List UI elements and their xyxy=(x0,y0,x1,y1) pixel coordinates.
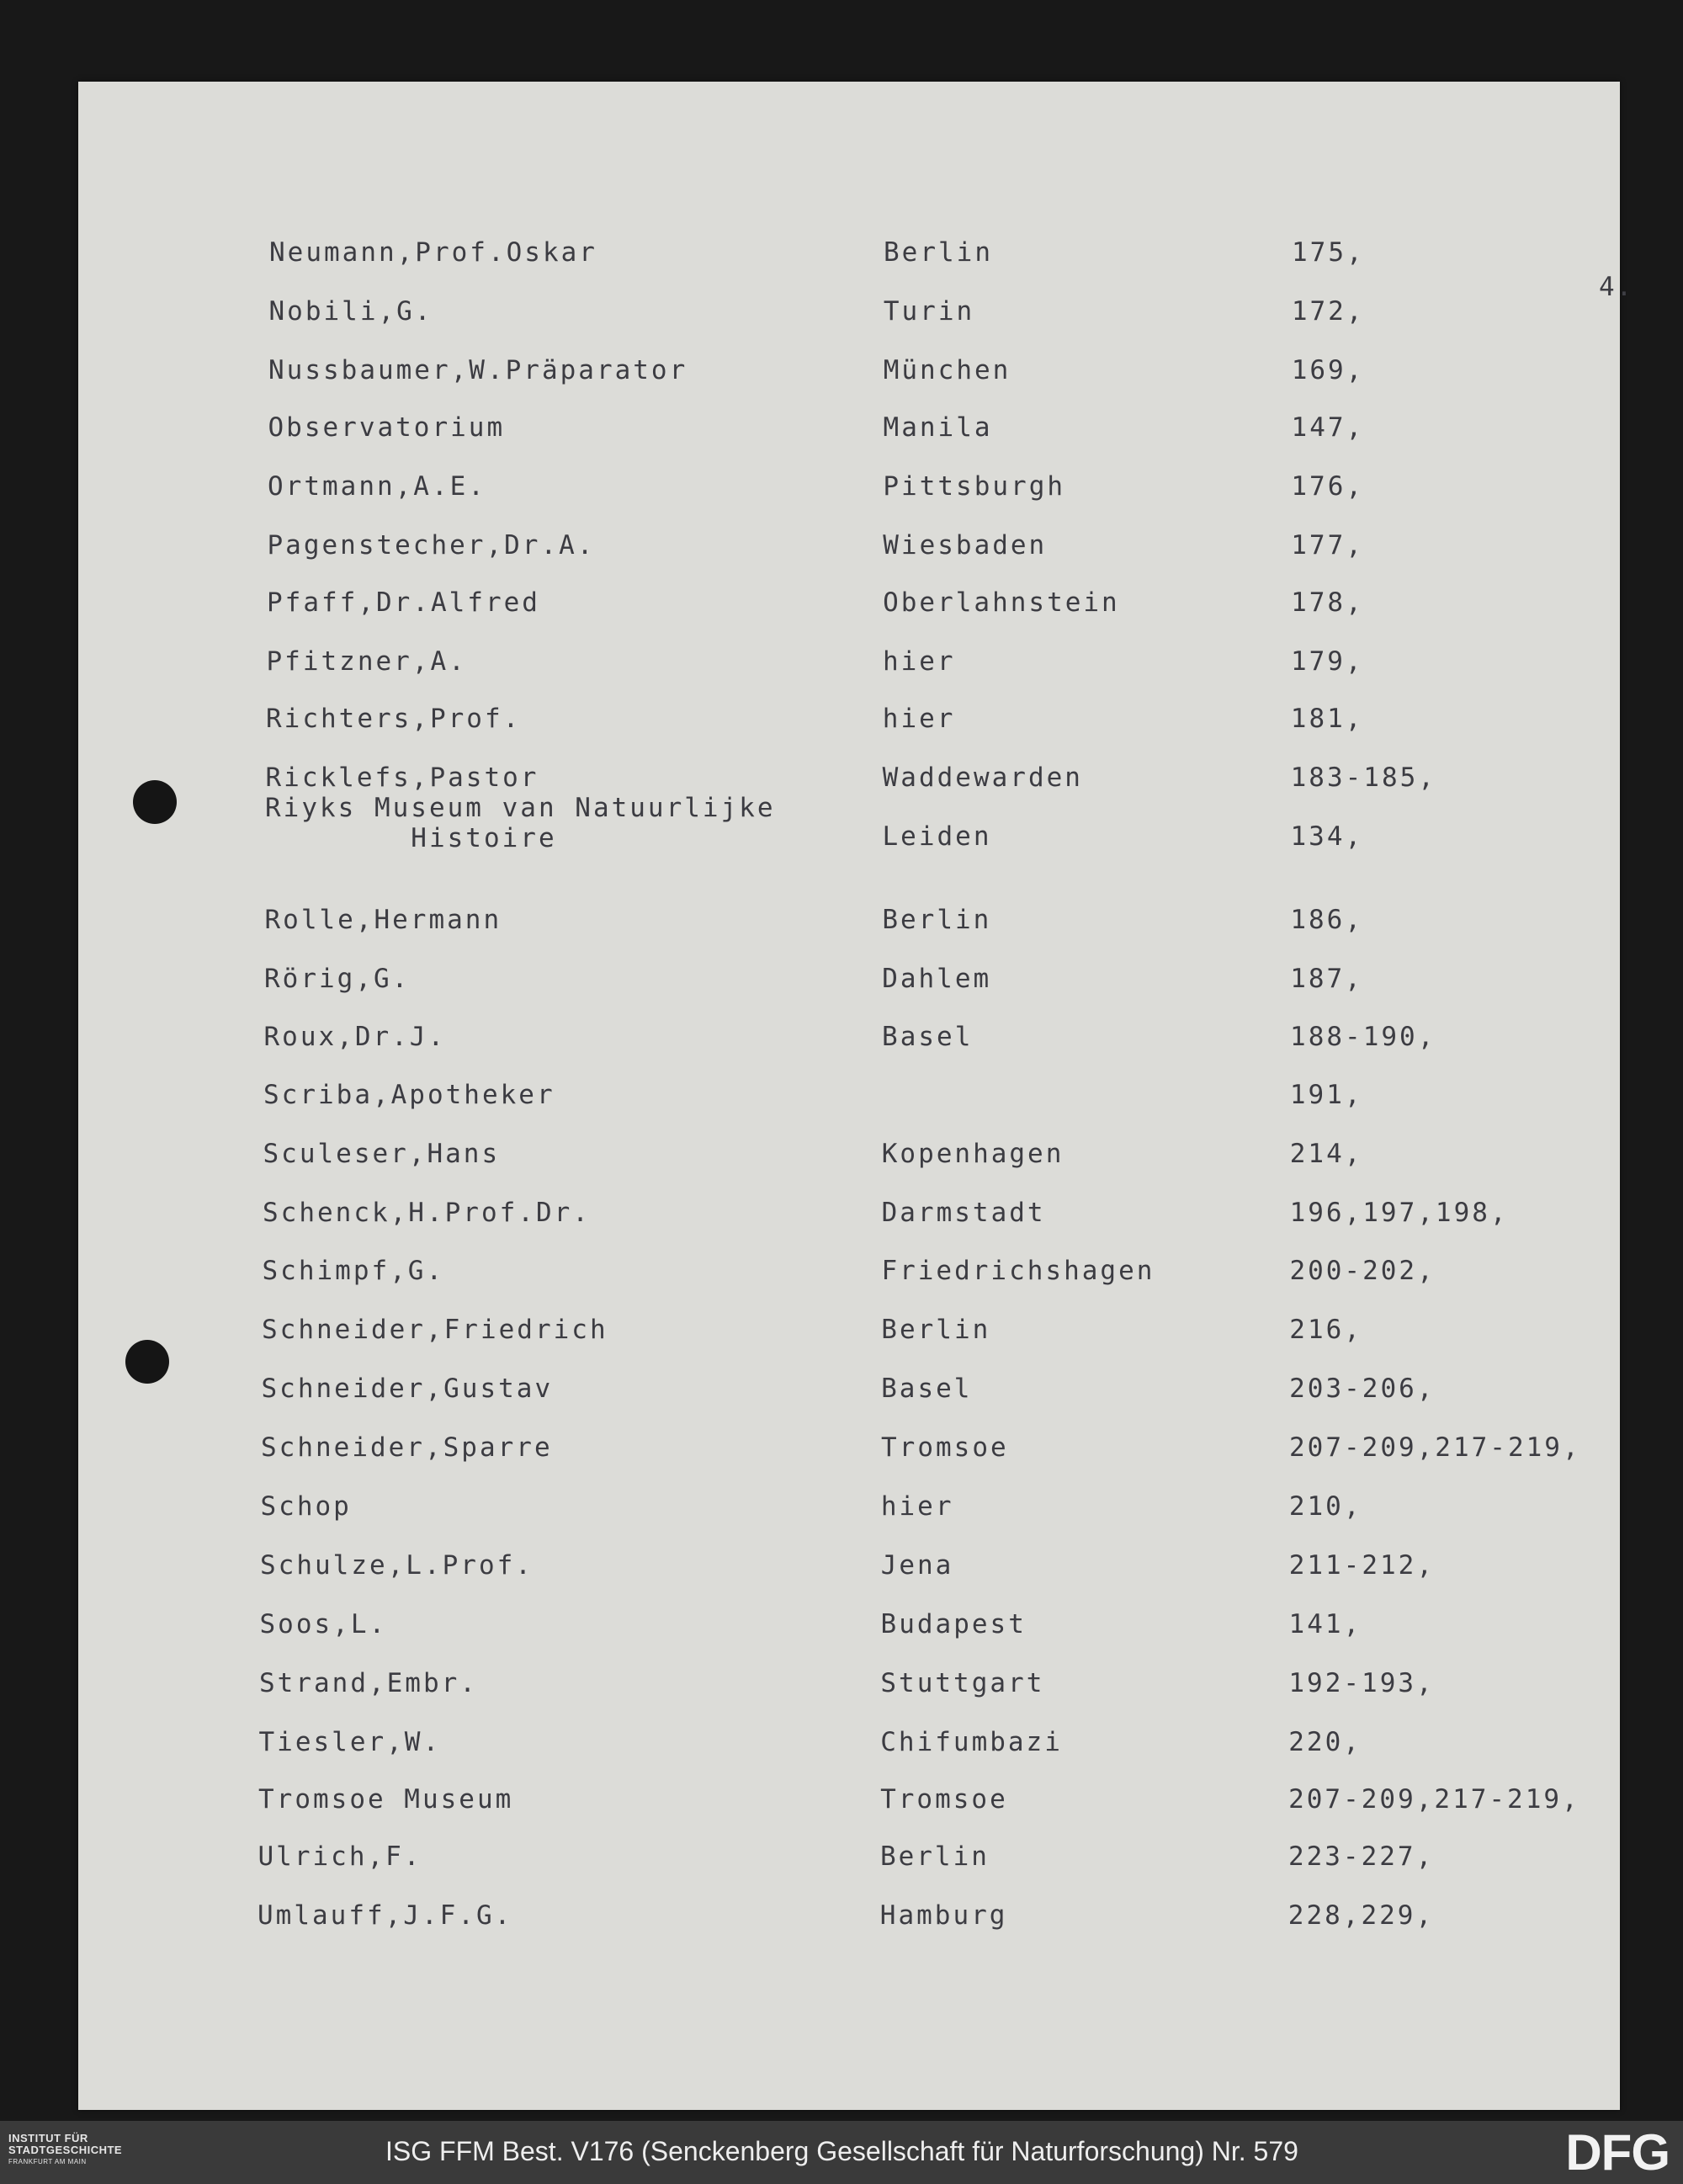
entry-pages: 228,229, xyxy=(1287,1900,1435,1931)
entry-place: Oberlahnstein xyxy=(883,587,1120,618)
entry-name: Schulze,L.Prof. xyxy=(260,1550,534,1581)
entry-name: Ulrich,F. xyxy=(257,1841,422,1872)
entry-place: Stuttgart xyxy=(880,1668,1045,1698)
entry-pages: 200-202, xyxy=(1289,1256,1436,1286)
archive-reference: ISG FFM Best. V176 (Senckenberg Gesellschaft für Naturforschung) Nr. 579 xyxy=(385,2136,1298,2166)
entry-name: Pagenstecher,Dr.A. xyxy=(267,530,596,561)
table-row xyxy=(0,412,1683,471)
entry-name: Roux,Dr.J. xyxy=(263,1022,447,1052)
entry-pages: 220, xyxy=(1288,1727,1362,1757)
entry-name: Strand,Embr. xyxy=(259,1668,478,1698)
entry-pages: 203-206, xyxy=(1289,1374,1436,1404)
entry-name: Nussbaumer,W.Präparator xyxy=(268,355,688,385)
table-row xyxy=(0,1491,1683,1550)
entry-place: hier xyxy=(882,646,956,677)
entry-place: Berlin xyxy=(882,905,992,935)
dfg-logo: DFG xyxy=(1565,2124,1670,2181)
entry-place: Hamburg xyxy=(879,1900,1008,1931)
entry-name: Tiesler,W. xyxy=(258,1727,442,1757)
entry-place: Basel xyxy=(881,1374,973,1404)
table-row xyxy=(0,964,1683,1023)
entry-pages: 214, xyxy=(1289,1139,1363,1169)
footer-bar xyxy=(0,2121,1683,2184)
entry-place: Tromsoe xyxy=(881,1432,1009,1463)
entry-place: Berlin xyxy=(879,1841,990,1872)
table-row xyxy=(0,704,1683,763)
table-row xyxy=(0,1022,1683,1081)
entry-place: Leiden xyxy=(882,821,992,852)
table-row xyxy=(0,1432,1683,1491)
entry-pages: 183-185, xyxy=(1290,763,1436,793)
entry-name: Schneider,Friedrich xyxy=(262,1315,608,1345)
entry-pages: 175, xyxy=(1292,237,1365,268)
institute-city: FRANKFURT AM MAIN xyxy=(8,2158,87,2165)
entry-name: Umlauff,J.F.G. xyxy=(257,1900,513,1931)
table-row xyxy=(0,296,1683,355)
table-row xyxy=(0,355,1683,414)
entry-pages: 216, xyxy=(1289,1315,1362,1345)
entry-name: Ortmann,A.E. xyxy=(268,471,486,502)
table-row xyxy=(0,1139,1683,1198)
entry-pages: 181, xyxy=(1290,704,1364,734)
table-row xyxy=(0,1080,1683,1139)
entry-pages: 192-193, xyxy=(1288,1668,1435,1698)
entry-name: Sculeser,Hans xyxy=(263,1139,501,1169)
entry-place: Friedrichshagen xyxy=(881,1256,1155,1286)
table-row xyxy=(0,646,1683,705)
table-row xyxy=(0,1198,1683,1257)
entry-place: Berlin xyxy=(884,237,993,268)
entry-pages: 187, xyxy=(1290,964,1363,994)
entry-place: Dahlem xyxy=(882,964,992,994)
table-row xyxy=(0,793,1683,875)
entry-place: Pittsburgh xyxy=(883,471,1066,502)
table-row xyxy=(0,1784,1683,1843)
entry-place: Wiesbaden xyxy=(883,530,1048,561)
table-row xyxy=(0,1727,1683,1786)
entry-pages: 177, xyxy=(1291,530,1364,561)
entry-pages: 147, xyxy=(1291,412,1365,443)
entry-name: Pfaff,Dr.Alfred xyxy=(267,587,540,618)
table-row xyxy=(0,237,1683,296)
entry-place: Basel xyxy=(882,1022,974,1052)
entry-name: Scriba,Apotheker xyxy=(263,1080,555,1110)
table-row xyxy=(0,763,1683,821)
table-row xyxy=(0,471,1683,530)
table-row xyxy=(0,1841,1683,1900)
entry-place: Tromsoe xyxy=(880,1784,1008,1815)
table-row xyxy=(0,905,1683,964)
entry-pages: 223-227, xyxy=(1287,1841,1435,1872)
entry-place: hier xyxy=(880,1491,954,1522)
page-number: 4. xyxy=(1599,272,1634,302)
entry-pages: 186, xyxy=(1290,905,1363,935)
entry-name: Schimpf,G. xyxy=(262,1256,445,1286)
entry-pages: 134, xyxy=(1290,821,1364,852)
entry-name: Observatorium xyxy=(268,412,506,443)
entry-name: Schneider,Gustav xyxy=(261,1374,554,1404)
entry-place: Jena xyxy=(880,1550,954,1581)
entry-name: Tromsoe Museum xyxy=(258,1784,514,1815)
entry-pages: 172, xyxy=(1291,296,1365,327)
entry-place: Berlin xyxy=(881,1315,991,1345)
entry-place: Kopenhagen xyxy=(881,1139,1064,1169)
table-row xyxy=(0,1900,1683,1959)
entry-pages: 178, xyxy=(1291,587,1364,618)
entry-pages: 207-209,217-219, xyxy=(1289,1432,1581,1463)
entry-place: hier xyxy=(882,704,956,734)
table-row xyxy=(0,1315,1683,1374)
entry-name: Soos,L. xyxy=(259,1609,388,1639)
entry-place: Chifumbazi xyxy=(880,1727,1063,1757)
table-row xyxy=(0,1374,1683,1432)
entry-pages: 191, xyxy=(1289,1080,1363,1110)
entry-pages: 211-212, xyxy=(1288,1550,1435,1581)
entry-place: Turin xyxy=(883,296,975,327)
institute-name-line2: STADTGESCHICHTE xyxy=(8,2144,123,2156)
table-row xyxy=(0,1609,1683,1668)
table-row xyxy=(0,587,1683,646)
entry-name: Schop xyxy=(260,1491,352,1522)
entry-name: Neumann,Prof.Oskar xyxy=(269,237,597,268)
entry-name: Schneider,Sparre xyxy=(261,1432,553,1463)
table-row xyxy=(0,1256,1683,1315)
entry-pages: 196,197,198, xyxy=(1289,1198,1509,1228)
entry-name: Pfitzner,A. xyxy=(266,646,467,677)
entry-pages: 176, xyxy=(1291,471,1365,502)
entry-pages: 210, xyxy=(1288,1491,1362,1522)
entry-pages: 169, xyxy=(1291,355,1365,385)
table-row xyxy=(0,530,1683,589)
entry-name: Richters,Prof. xyxy=(266,704,522,734)
institute-name-line1: INSTITUT FÜR xyxy=(8,2132,88,2144)
institute-logo xyxy=(8,2133,122,2168)
entry-pages: 141, xyxy=(1288,1609,1362,1639)
entry-name: Nobili,G. xyxy=(268,296,433,327)
entry-place: Darmstadt xyxy=(881,1198,1046,1228)
entry-name: Riyks Museum van Natuurlijke Histoire xyxy=(265,793,776,853)
entry-name: Rörig,G. xyxy=(264,964,411,994)
entry-pages: 179, xyxy=(1290,646,1364,677)
entry-place: Budapest xyxy=(880,1609,1027,1639)
table-row xyxy=(0,1550,1683,1609)
entry-place: München xyxy=(883,355,1011,385)
entry-name: Ricklefs,Pastor xyxy=(265,763,539,793)
entry-name: Rolle,Hermann xyxy=(264,905,502,935)
entry-pages: 207-209,217-219, xyxy=(1288,1784,1580,1815)
entry-place: Waddewarden xyxy=(882,763,1083,793)
entry-place: Manila xyxy=(883,412,993,443)
entry-pages: 188-190, xyxy=(1290,1022,1436,1052)
table-row xyxy=(0,1668,1683,1727)
entry-name: Schenck,H.Prof.Dr. xyxy=(263,1198,591,1228)
